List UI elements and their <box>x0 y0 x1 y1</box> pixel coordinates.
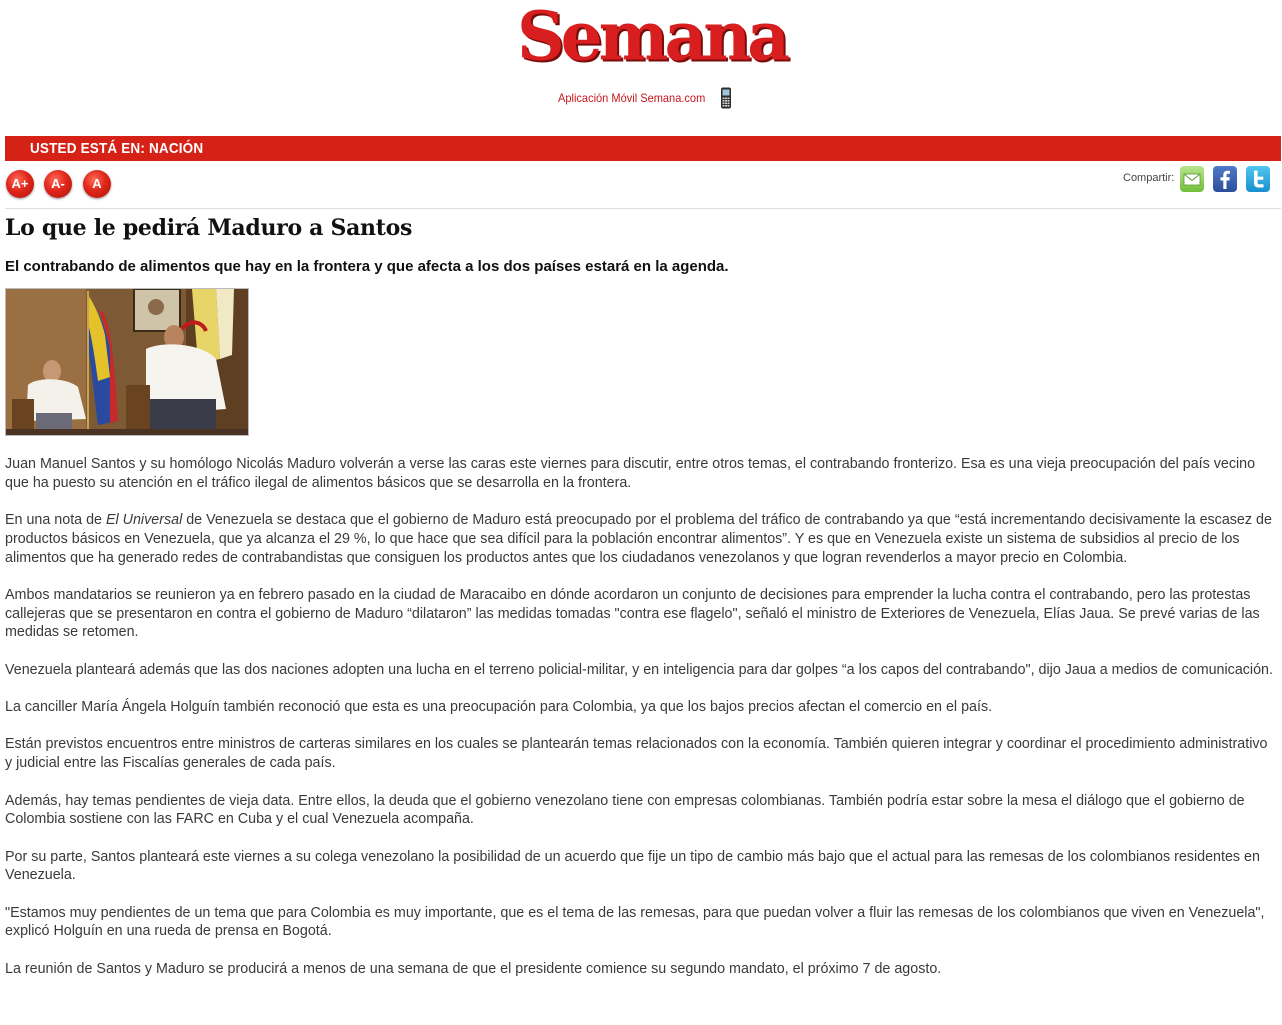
breadcrumb <box>30 136 223 161</box>
paragraph: Ambos mandatarios se reunieron ya en febrero pasado en la ciudad de Maracaibo en dónde acordaron un conjunto de decisiones para emprender la lucha contra el contrabando, pero las protestas callejeras que se presentaron en contra el gobierno de Maduro “dilataron” las medidas tomadas "contra ese flagelo", señaló el ministro de Exteriores de Venezuela, Elías Jaua. Se prevé varias de las medidas se retomen. <box>5 586 1260 641</box>
paragraph-text: de Venezuela se destaca que el gobierno de Maduro está preocupado por el problema del tráfico de contrabando ya que “está incrementando decisivamente la escasez de productos básicos en Venezuela, que ya alcanza el 29 %, lo que hace que sea difícil para la población encontrar alimentos”. Y es que en Venezuela existe un sistema de subsidios al precio de los alimentos que ha generado redes de contrabandistas que consiguen los productos antes que los ciudadanos venezolanos y que logran revenderlos a mayor precio en Colombia. <box>5 512 1272 566</box>
breadcrumb-text: USTED ESTÁ EN: NACIÓN <box>30 140 204 157</box>
article-lead: El contrabando de alimentos que hay en la frontera y que afecta a los dos países estará en la agenda. <box>5 258 729 275</box>
facebook-icon[interactable] <box>1213 166 1237 192</box>
twitter-icon[interactable] <box>1246 166 1270 192</box>
paragraph <box>5 511 1277 567</box>
masthead <box>0 0 1282 130</box>
mobile-app-link-text[interactable]: Aplicación Móvil Semana.com <box>558 91 706 105</box>
breadcrumb-bar <box>5 136 1281 161</box>
paragraph: La reunión de Santos y Maduro se producirá a menos de una semana de que el presidente comience su segundo mandato, el próximo 7 de agosto. <box>5 960 942 977</box>
mail-icon[interactable] <box>1180 166 1204 192</box>
paragraph-text: En una nota de <box>5 512 106 529</box>
divider <box>5 208 1281 209</box>
paragraph: Además, hay temas pendientes de vieja data. Entre ellos, la deuda que el gobierno venezolano tiene con empresas colombianas. También podría estar sobre la mesa el diálogo que el gobierno de Colombia sostiene con las FARC en Cuba y el cual Venezuela acompaña. <box>5 792 1245 828</box>
paragraph: Están previstos encuentros entre ministros de carteras similares en los cuales se plantearán temas relacionados con la economía. También quieren integrar y coordinar el procedimiento administrativo y judicial entre las Fiscalías generales de cada país. <box>5 736 1268 772</box>
article-photo <box>5 288 249 436</box>
article-body <box>5 455 1277 997</box>
paragraph: Venezuela planteará además que las dos naciones adopten una lucha en el terreno policial-militar, y en inteligencia para dar golpes “a los capos del contrabando", dijo Jaua a medios de comunicación. <box>5 661 1273 678</box>
share-label: Compartir: <box>1123 172 1175 184</box>
article-title: Lo que le pedirá Maduro a Santos <box>5 215 413 241</box>
paragraph: La canciller María Ángela Holguín también reconoció que esta es una preocupación para Colombia, ya que los bajos precios afectan el comercio en el país. <box>5 699 993 716</box>
font-increase-button[interactable]: A+ <box>6 170 34 198</box>
font-decrease-button[interactable]: A- <box>44 170 72 198</box>
mobile-app-link[interactable] <box>558 86 732 110</box>
paragraph: Juan Manuel Santos y su homólogo Nicolás Maduro volverán a verse las caras este viernes para discutir, entre otros temas, el contrabando fronterizo. Esa es una vieja preocupación del país vecino que ha puesto su atención en el tráfico ilegal de alimentos básicos que se desarrolla en la frontera. <box>5 456 1256 491</box>
semana-logo[interactable]: Semana <box>517 0 787 76</box>
font-reset-button[interactable]: A <box>83 170 111 198</box>
mobile-phone-icon <box>720 87 732 109</box>
source-name: El Universal <box>105 512 183 529</box>
paragraph: "Estamos muy pendientes de un tema que para Colombia es muy importante, que es el tema de las remesas, para que puedan volver a fluir las remesas de los colombianos que viven en Venezuela", explicó Holguín en una rueda de prensa en Bogotá. <box>5 904 1265 940</box>
paragraph: Por su parte, Santos planteará este viernes a su colega venezolano la posibilidad de un acuerdo que fije un tipo de cambio más bajo que el actual para las remesas de los colombianos residentes en Venezuela. <box>5 848 1260 884</box>
